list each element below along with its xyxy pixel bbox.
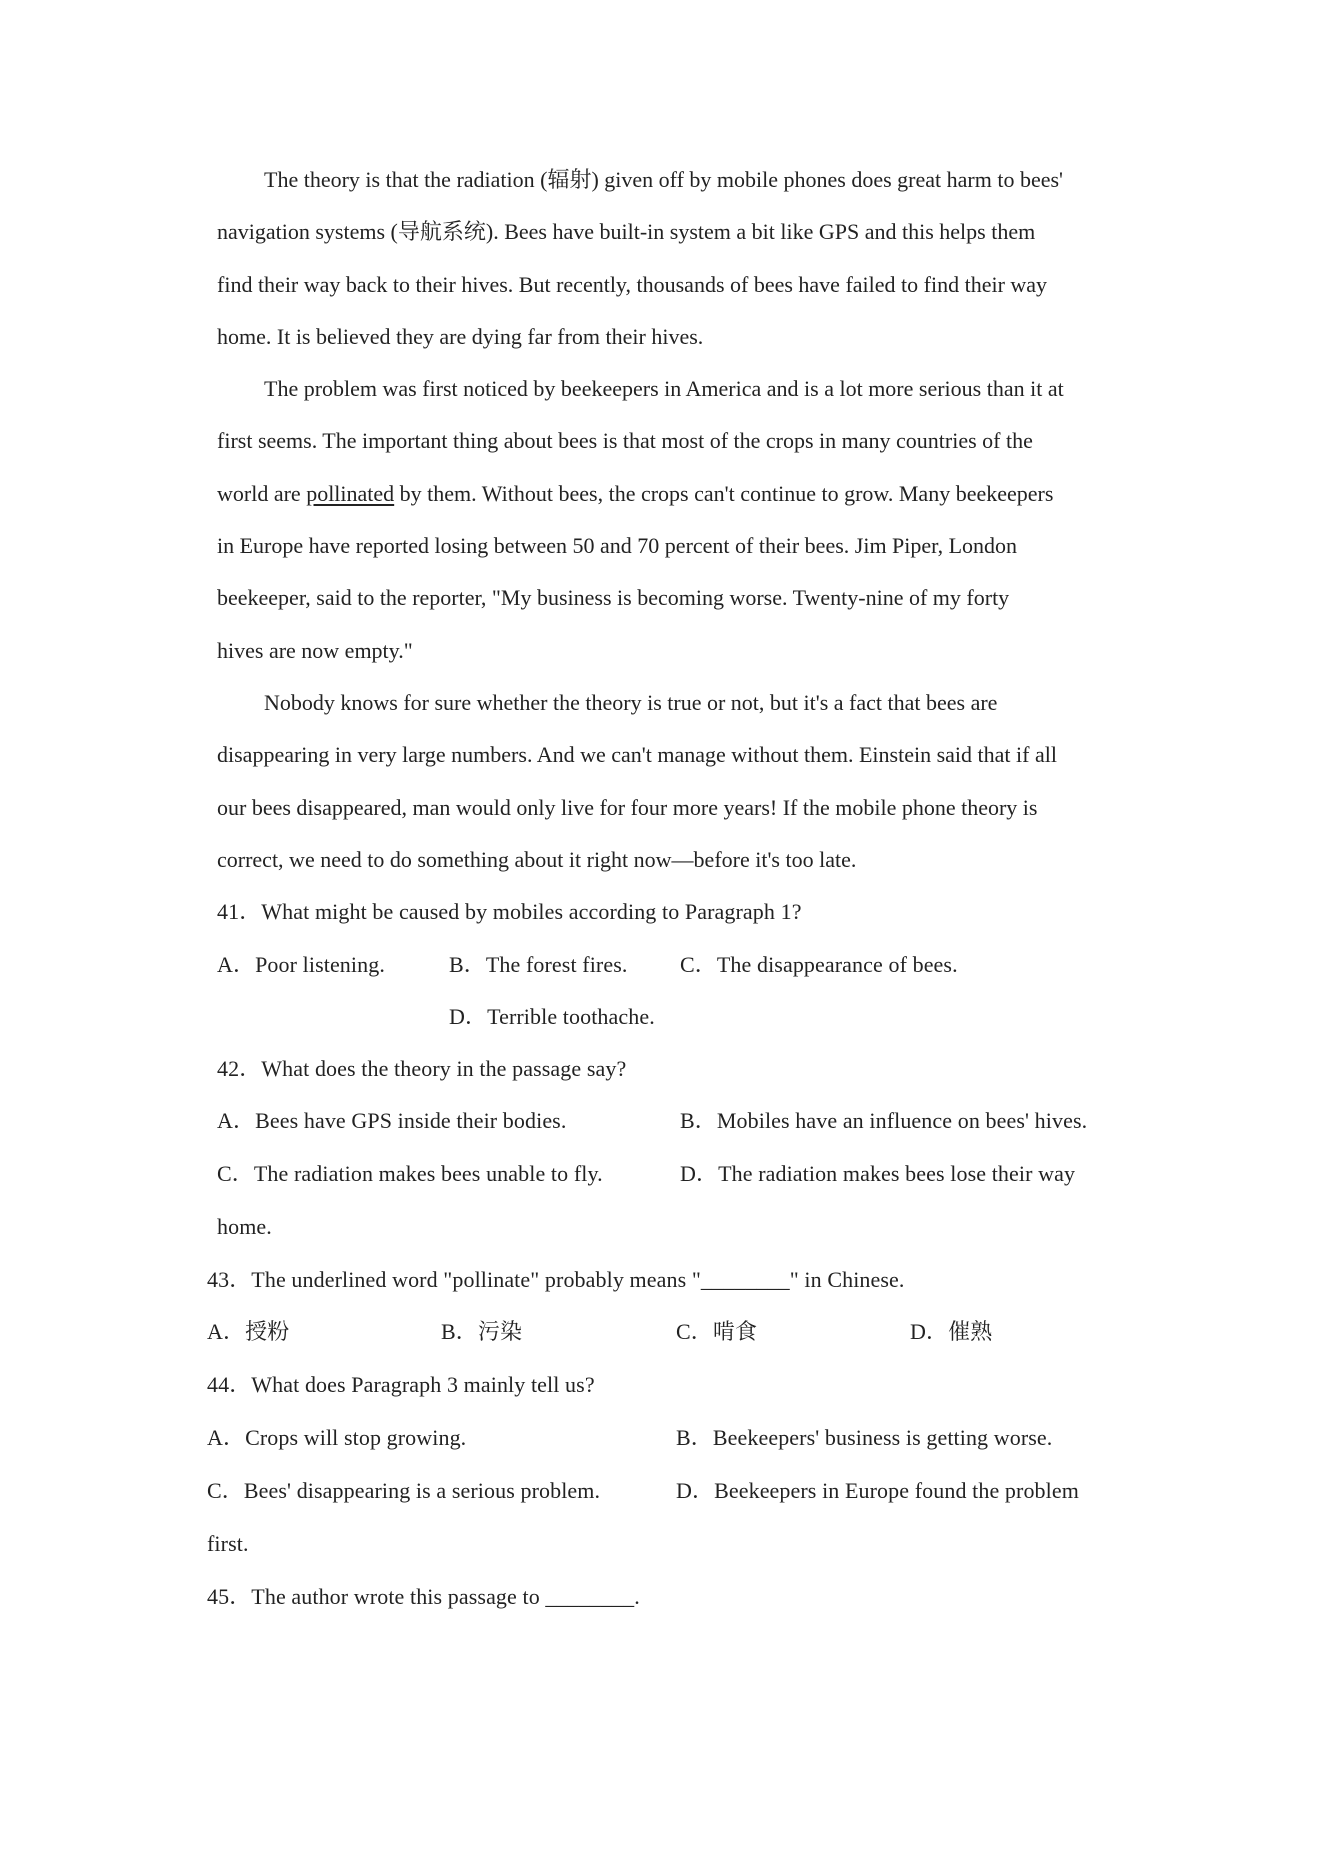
underlined-word-pollinated: pollinated bbox=[306, 481, 395, 506]
passage-p1-line-3: find their way back to their hives. But recently, thousands of bees have failed to find their way bbox=[217, 272, 1048, 297]
passage-p3-line-4: correct, we need to do something about it right now—before it's too late. bbox=[217, 847, 857, 872]
question-43-option-a[interactable]: A．授粉 bbox=[207, 1319, 290, 1344]
passage-p1-line-2: navigation systems (导航系统). Bees have built-in system a bit like GPS and this helps them bbox=[217, 219, 1036, 244]
passage-p2-line-5: beekeeper, said to the reporter, "My business is becoming worse. Twenty-nine of my forty bbox=[217, 585, 1010, 610]
question-44-option-d-continuation: first. bbox=[207, 1531, 249, 1556]
passage-p3-line-1: Nobody knows for sure whether the theory is true or not, but it's a fact that bees are bbox=[264, 690, 998, 715]
passage-p2-line-3-pre: world are bbox=[217, 481, 301, 506]
question-45-stem: 45．The author wrote this passage to ________. bbox=[207, 1584, 640, 1609]
passage-p2-line-1: The problem was first noticed by beekeepers in America and is a lot more serious than it at bbox=[264, 376, 1064, 401]
question-43-stem: 43．The underlined word "pollinate" probably means "________" in Chinese. bbox=[207, 1267, 905, 1292]
question-41-stem: 41．What might be caused by mobiles according to Paragraph 1? bbox=[217, 899, 802, 924]
question-44-option-a[interactable]: A．Crops will stop growing. bbox=[207, 1425, 467, 1450]
question-42-option-b[interactable]: B．Mobiles have an influence on bees' hives. bbox=[680, 1108, 1088, 1133]
passage-p2-line-3-post: by them. Without bees, the crops can't continue to grow. Many beekeepers bbox=[399, 481, 1054, 506]
passage-p1-line-4: home. It is believed they are dying far from their hives. bbox=[217, 324, 704, 349]
question-42-option-a[interactable]: A．Bees have GPS inside their bodies. bbox=[217, 1108, 567, 1133]
passage-p3-line-3: our bees disappeared, man would only live for four more years! If the mobile phone theory is bbox=[217, 795, 1038, 820]
question-42-option-c[interactable]: C．The radiation makes bees unable to fly. bbox=[217, 1161, 603, 1186]
passage-p2-line-6: hives are now empty." bbox=[217, 638, 413, 663]
passage-p1-line-1: The theory is that the radiation (辐射) given off by mobile phones does great harm to bees' bbox=[264, 167, 1064, 192]
question-44-option-c[interactable]: C．Bees' disappearing is a serious problem. bbox=[207, 1478, 601, 1503]
question-44-stem: 44．What does Paragraph 3 mainly tell us? bbox=[207, 1372, 595, 1397]
question-41-option-d[interactable]: D．Terrible toothache. bbox=[449, 1004, 655, 1029]
question-41-option-b[interactable]: B．The forest fires. bbox=[449, 952, 628, 977]
question-43-option-b[interactable]: B．污染 bbox=[441, 1319, 523, 1344]
question-44-option-d[interactable]: D．Beekeepers in Europe found the problem bbox=[676, 1478, 1079, 1503]
question-42-stem: 42．What does the theory in the passage say? bbox=[217, 1056, 627, 1081]
passage-p2-line-3 bbox=[217, 479, 1053, 509]
question-43-option-c[interactable]: C．啃食 bbox=[676, 1319, 758, 1344]
question-43-option-d[interactable]: D．催熟 bbox=[910, 1319, 993, 1344]
passage-p3-line-2: disappearing in very large numbers. And we can't manage without them. Einstein said that if all bbox=[217, 742, 1057, 767]
question-41-option-c[interactable]: C．The disappearance of bees. bbox=[680, 952, 958, 977]
passage-p2-line-2: first seems. The important thing about bees is that most of the crops in many countries of the bbox=[217, 428, 1033, 453]
passage-p2-line-4: in Europe have reported losing between 50 and 70 percent of their bees. Jim Piper, London bbox=[217, 533, 1018, 558]
question-42-option-d[interactable]: D．The radiation makes bees lose their way bbox=[680, 1161, 1076, 1186]
question-41-option-a[interactable]: A．Poor listening. bbox=[217, 952, 385, 977]
question-42-option-d-continuation: home. bbox=[217, 1214, 272, 1239]
question-44-option-b[interactable]: B．Beekeepers' business is getting worse. bbox=[676, 1425, 1053, 1450]
